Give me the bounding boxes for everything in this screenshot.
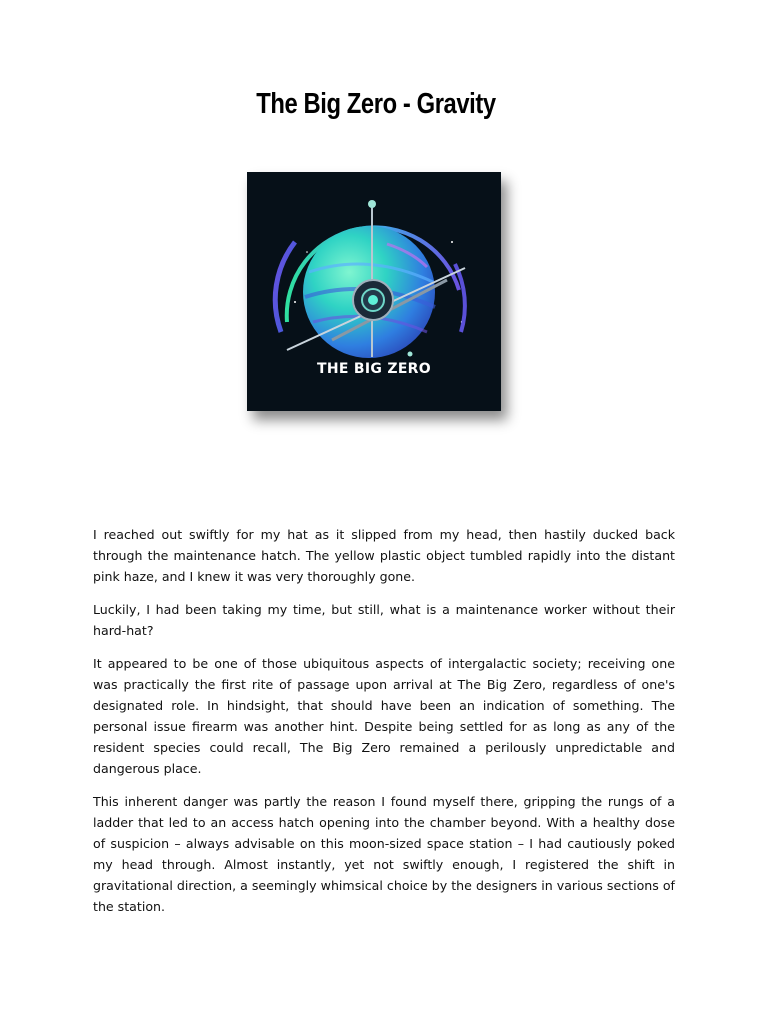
cover-image	[247, 172, 501, 411]
document-title: The Big Zero - Gravity	[256, 88, 496, 120]
paragraph: I reached out swiftly for my hat as it slipped from my head, then hastily ducked back through the maintenance hatch. The yellow plastic object tumbled rapidly into the distant pink haze, and I knew it was very thoroughly gone.	[93, 527, 675, 584]
paragraph: This inherent danger was partly the reason I found myself there, gripping the rungs of a ladder that led to an access hatch opening into the chamber beyond. With a healthy dose of suspicion – always advisable on this moon-sized space station – I had cautiously poked my head through. Almost instantly, yet not swiftly enough, I registered the shift in gravitational direction, a seemingly whimsical choice by the designers in various sections of the station.	[93, 794, 675, 914]
paragraph: Luckily, I had been taking my time, but still, what is a maintenance worker without their hard-hat?	[93, 602, 675, 638]
cover-title-text: THE BIG ZERO	[317, 361, 431, 377]
paragraph: It appeared to be one of those ubiquitous aspects of intergalactic society; receiving one was practically the first rite of passage upon arrival at The Big Zero, regardless of one's designated role. In hindsight, that should have been an indication of something. The personal issue firearm was another hint. Despite being settled for as long as any of the resident species could recall, The Big Zero remained a perilously unpredictable and dangerous place.	[93, 656, 675, 776]
body-text	[93, 524, 675, 929]
